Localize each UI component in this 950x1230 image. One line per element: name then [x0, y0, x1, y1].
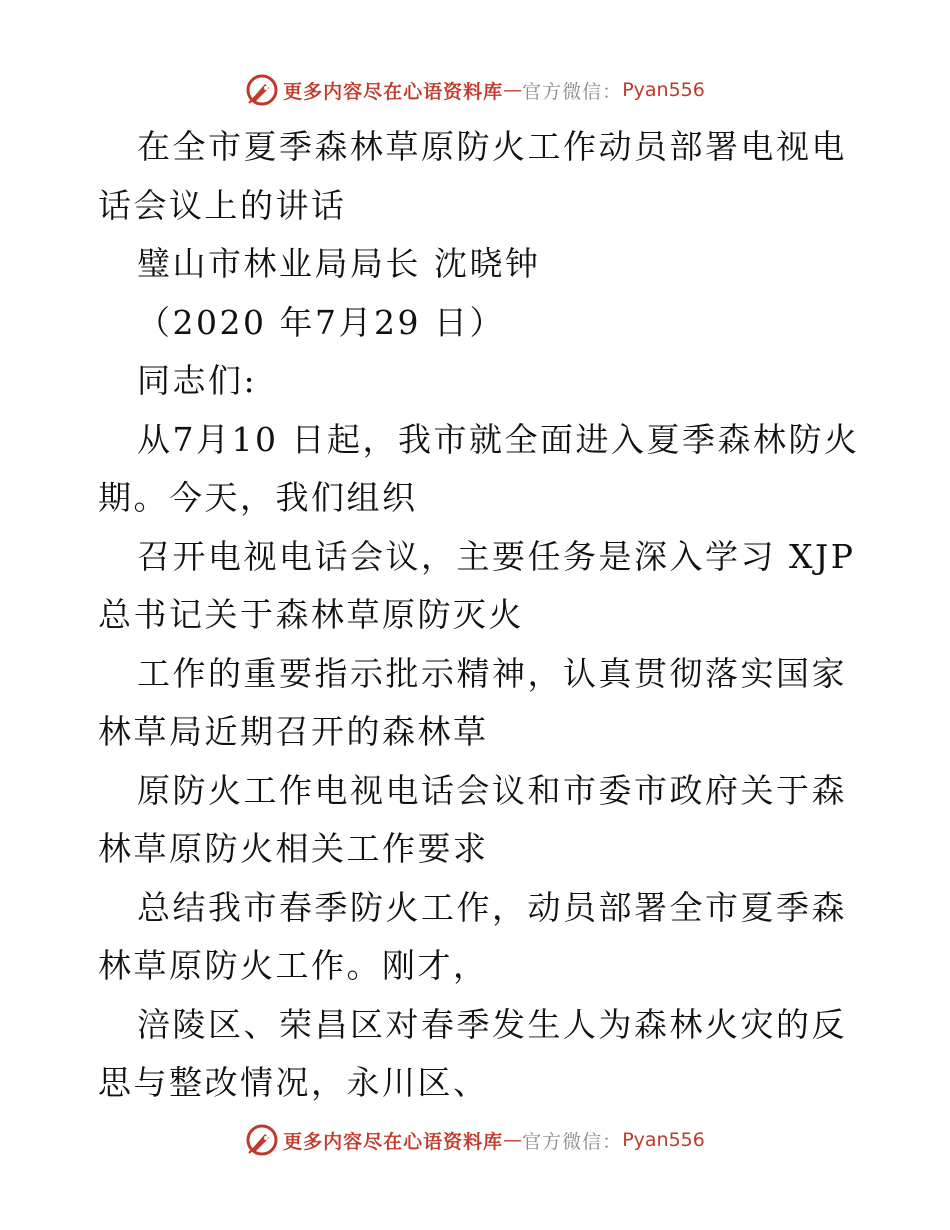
document-title: 在全市夏季森林草原防火工作动员部署电视电话会议上的讲话	[98, 127, 847, 225]
body-paragraph: 总结我市春季防火工作，动员部署全市夏季森林草原防火工作。刚才，	[98, 887, 847, 985]
body-paragraph: 原防火工作电视电话会议和市委市政府关于森林草原防火相关工作要求	[98, 770, 847, 868]
watermark-account: Pyan556	[622, 79, 705, 101]
body-paragraph: 涪陵区、荣昌区对春季发生人为森林火灾的反思与整改情况，永川区、	[98, 1004, 847, 1102]
watermark-red-text: 更多内容尽在心语资料库	[283, 1130, 504, 1153]
watermark-gray-text: 官方微信：	[522, 1130, 623, 1153]
watermark-dash: —	[503, 1129, 523, 1151]
speaker-line: 璧山市林业局局长 沈晓钟	[137, 244, 541, 283]
fountain-pen-logo-icon	[245, 73, 279, 107]
body-paragraph: 召开电视电话会议，主要任务是深入学习 XJP 总书记关于森林草原防灭火	[98, 536, 856, 634]
watermark-red-text: 更多内容尽在心语资料库	[283, 80, 504, 103]
body-paragraph: 从7月10 日起，我市就全面进入夏季森林防火期。今天，我们组织	[98, 419, 860, 517]
watermark-banner-top	[0, 70, 950, 110]
fountain-pen-logo-icon	[245, 1123, 279, 1157]
document-body	[98, 118, 868, 1113]
watermark-banner-bottom	[0, 1120, 950, 1160]
date-line: （2020 年7月29 日）	[137, 302, 505, 342]
watermark-dash: —	[503, 79, 523, 101]
body-paragraph: 工作的重要指示批示精神，认真贯彻落实国家林草局近期召开的森林草	[98, 653, 847, 751]
salutation: 同志们:	[137, 361, 258, 400]
watermark-account: Pyan556	[622, 1129, 705, 1151]
watermark-gray-text: 官方微信：	[522, 80, 623, 103]
